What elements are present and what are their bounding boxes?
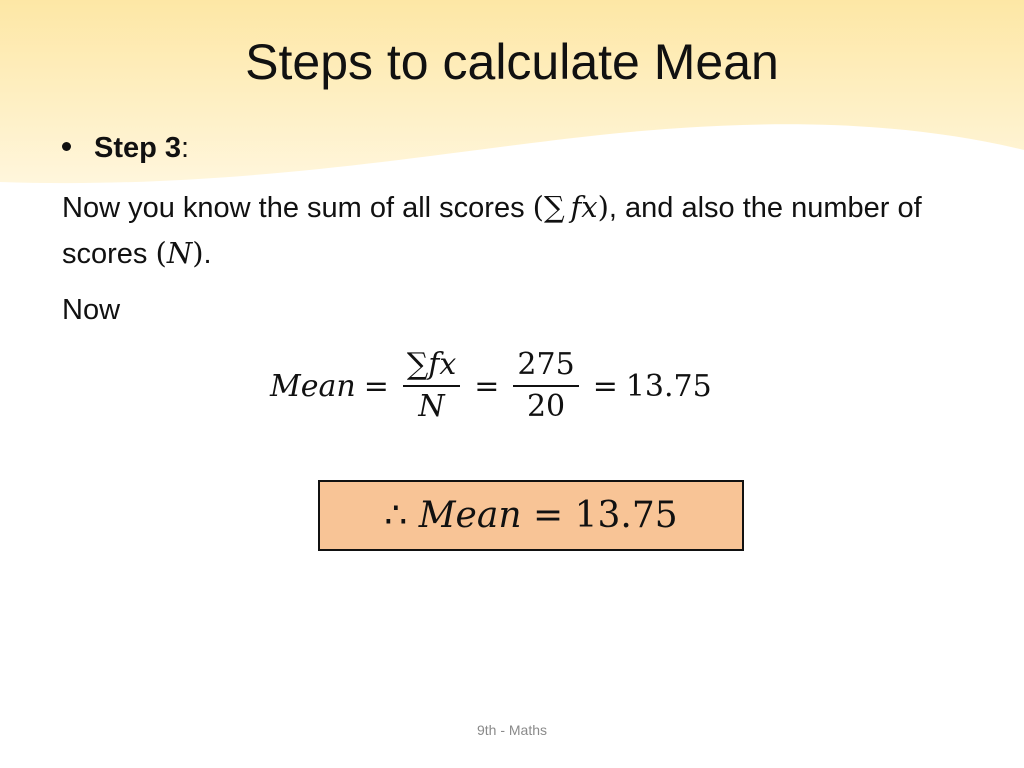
slide-footer: 9th - Maths <box>476 722 548 738</box>
fraction-2-denominator: 20 <box>526 389 566 424</box>
now-text: Now <box>62 294 121 326</box>
result-lhs: Mean <box>418 495 522 536</box>
fraction-numeric <box>513 345 578 427</box>
result-box <box>318 480 744 551</box>
result-equals: = <box>532 495 564 536</box>
result-expression <box>384 495 677 536</box>
fraction-1-denominator: N <box>418 389 445 424</box>
slide-title: Steps to calculate Mean <box>245 34 779 90</box>
para-text-3: . <box>203 238 212 270</box>
fraction-2-numerator: 275 <box>517 347 575 382</box>
var-f: f <box>570 190 582 224</box>
para-close-paren: ) <box>597 190 609 224</box>
mean-equation <box>270 338 712 434</box>
var-x: x <box>581 190 598 224</box>
fraction-sum-over-n <box>403 345 460 427</box>
para-text-2: , and also the number of scores <box>62 192 922 270</box>
explanation-paragraph <box>62 185 992 277</box>
para-text-1: Now you know the sum of all scores <box>62 192 533 224</box>
var-n: N <box>166 236 193 270</box>
para-close-paren-2: ) <box>192 236 204 270</box>
equation-equals-2: = <box>474 368 500 404</box>
sigma-symbol: ∑ <box>543 190 565 224</box>
fraction-1-numerator: ∑fx <box>406 347 457 382</box>
equation-equals-1: = <box>363 368 389 404</box>
step-label: Step 3 <box>94 132 182 164</box>
equation-equals-3: = <box>592 368 618 404</box>
para-open-paren-2: ( <box>155 236 167 270</box>
para-open-paren: ( <box>532 190 544 224</box>
therefore-symbol: ∴ <box>384 495 408 536</box>
step-colon: : <box>181 132 190 164</box>
result-value: 13.75 <box>574 495 678 536</box>
equation-result: 13.75 <box>625 368 712 404</box>
bullet-step-3 <box>62 128 189 168</box>
bullet-icon <box>62 128 94 168</box>
equation-lhs: Mean <box>270 368 356 404</box>
